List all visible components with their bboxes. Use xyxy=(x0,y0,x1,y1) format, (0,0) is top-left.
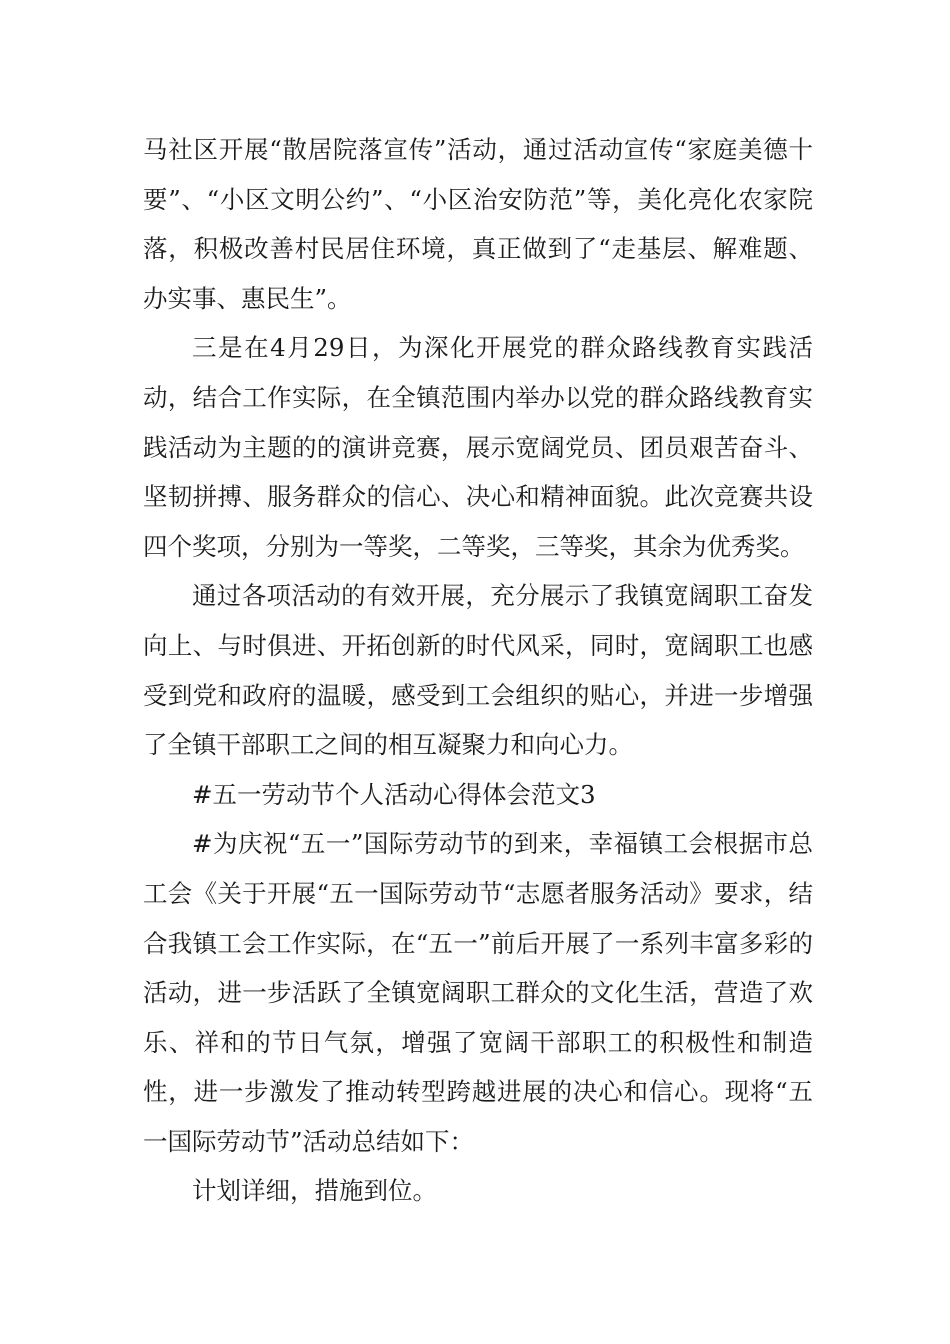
paragraph-third-activity: 三是在4月29日，为深化开展党的群众路线教育实践活动，结合工作实际，在全镇范围内举办以党的群众路线教育实践活动为主题的的演讲竞赛，展示宽阔党员、团员艰苦奋斗、坚韧拼搏、服务群众的信心、决心和精神面貌。此次竞赛共设四个奖项，分别为一等奖，二等奖，三等奖，其余为优秀奖。 xyxy=(143,333,813,561)
document-body xyxy=(143,125,813,1216)
paragraph-summary: 通过各项活动的有效开展，充分展示了我镇宽阔职工奋发向上、与时俱进、开拓创新的时代风采，同时，宽阔职工也感受到党和政府的温暖，感受到工会组织的贴心，并进一步增强了全镇干部职工之间的相互凝聚力和向心力。 xyxy=(143,581,813,760)
paragraph-point: 计划详细，措施到位。 xyxy=(192,1176,437,1206)
paragraph-intro: #为庆祝“五一”国际劳动节的到来，幸福镇工会根据市总工会《关于开展“五一国际劳动节“志愿者服务活动》要求，结合我镇工会工作实际，在“五一”前后开展了一系列丰富多彩的活动，进一步活跃了全镇宽阔职工群众的文化生活，营造了欢乐、祥和的节日气氛，增强了宽阔干部职工的积极性和制造性，进一步激发了推动转型跨越进展的决心和信心。现将“五一国际劳动节”活动总结如下： xyxy=(143,829,813,1156)
section-heading: #五一劳动节个人活动心得体会范文3 xyxy=(192,779,596,809)
paragraph-continued: 马社区开展“散居院落宣传”活动，通过活动宣传“家庭美德十要”、“小区文明公约”、“小区治安防范”等，美化亮化农家院落，积极改善村民居住环境，真正做到了“走基层、解难题、办实事、惠民生”。 xyxy=(143,135,813,313)
